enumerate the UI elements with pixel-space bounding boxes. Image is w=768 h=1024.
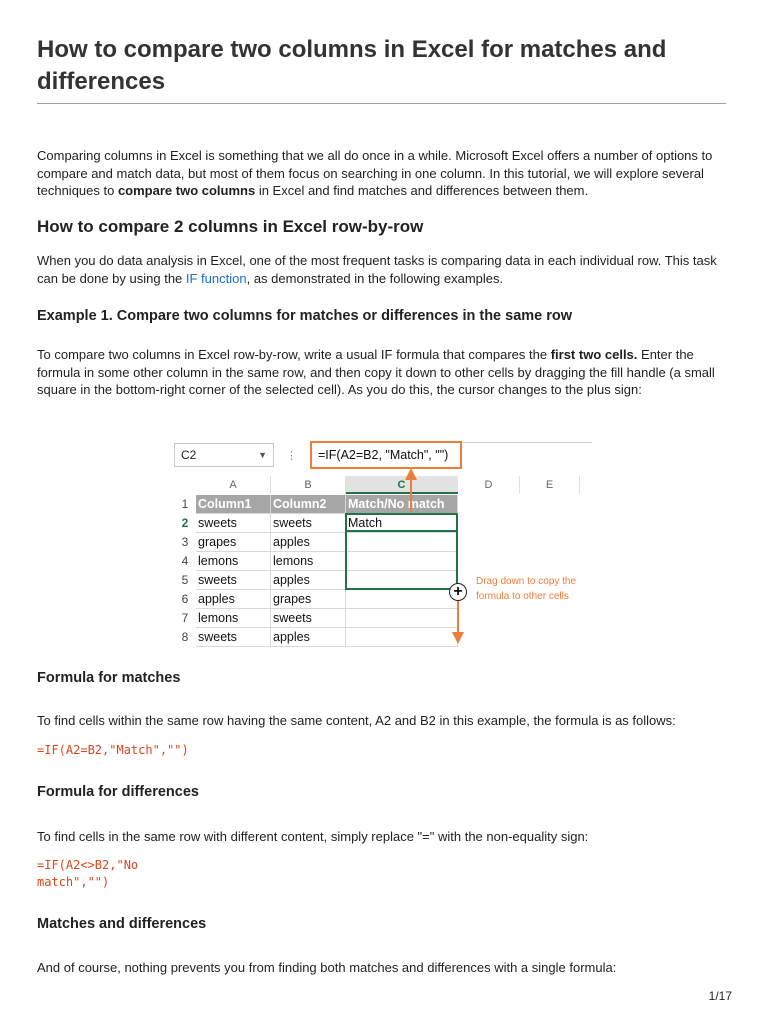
page-title: How to compare two columns in Excel for matches and differences: [37, 36, 667, 95]
plus-cursor-icon: +: [449, 583, 467, 601]
row-header: 3: [181, 535, 189, 549]
row-header: 6: [181, 592, 189, 606]
drag-annotation-line2: formula to other cells: [476, 591, 569, 602]
dropdown-arrow-icon: ▼: [258, 450, 267, 460]
page-number: 1/17: [708, 989, 732, 1003]
formula-bar-separator: ⋮: [286, 450, 298, 462]
differences-paragraph: To find cells in the same row with different content, simply replace "=" with the non-equality sign:: [37, 829, 589, 844]
cell-a3: grapes: [196, 533, 271, 552]
matches-heading: Formula for matches: [37, 670, 181, 686]
example1-text-start: To compare two columns in Excel row-by-row, write a usual IF formula that compares the: [37, 347, 551, 362]
cell-b3: apples: [271, 533, 346, 552]
differences-code-line1: =IF(A2<>B2,"No: [37, 858, 139, 872]
example1-text-end: Enter the formula in some other column in the same row, and then copy it down to other cells by dragging the fill handle (a small square in the bottom-right corner of the selected cell). As you do this, the cursor changes to the plus sign:: [37, 347, 715, 397]
cell-b2: sweets: [271, 514, 346, 533]
formula-bar: =IF(A2=B2, "Match", ""): [310, 441, 462, 469]
intro-text-end: in Excel and find matches and differences between them.: [255, 183, 589, 198]
excel-screenshot: [174, 440, 594, 648]
both-paragraph: And of course, nothing prevents you from finding both matches and differences with a single formula:: [37, 960, 617, 975]
cell-b8: apples: [271, 628, 346, 647]
cell-a1: Column1: [196, 495, 271, 514]
differences-code-line2: match",""): [37, 875, 110, 889]
intro-paragraph: [37, 147, 727, 200]
cell-a5: sweets: [196, 571, 271, 590]
column-header-d: D: [458, 476, 520, 494]
cell-a8: sweets: [196, 628, 271, 647]
cell-a7: lemons: [196, 609, 271, 628]
column-header-a: A: [196, 476, 271, 494]
example1-heading: Example 1. Compare two columns for matches or differences in the same row: [37, 308, 573, 324]
cell-b6: grapes: [271, 590, 346, 609]
row-header: 4: [181, 554, 189, 568]
section1-text-start: When you do data analysis in Excel, one of the most frequent tasks is comparing data in each individual row. This task can be done by using the: [37, 253, 717, 286]
row-header: 2: [181, 516, 189, 530]
column-header-e: E: [520, 476, 580, 494]
cell-b7: sweets: [271, 609, 346, 628]
row-header: 1: [181, 497, 189, 511]
cell-a6: apples: [196, 590, 271, 609]
if-function-link[interactable]: IF function: [185, 270, 247, 286]
row-header: 5: [181, 573, 189, 587]
cell-b5: apples: [271, 571, 346, 590]
section-heading-row-by-row: How to compare 2 columns in Excel row-by-row: [37, 217, 424, 236]
column-header-c: C: [346, 476, 458, 494]
cell-b4: lemons: [271, 552, 346, 571]
section1-text-end: , as demonstrated in the following examples.: [246, 270, 504, 286]
example1-bold: first two cells.: [550, 347, 638, 362]
intro-bold: compare two columns: [117, 183, 256, 198]
row-header: 7: [181, 611, 189, 625]
both-heading: Matches and differences: [37, 916, 207, 932]
cell-b1: Column2: [271, 495, 346, 514]
cell-a4: lemons: [196, 552, 271, 571]
cell-c2: Match: [346, 514, 458, 533]
section1-paragraph: [37, 252, 727, 287]
cell-c1: Match/No match: [346, 495, 458, 514]
intro-text-start: Comparing columns in Excel is something that we all do once in a while. Microsoft Excel offers a number of options to compare and match data, but most of them focus on searching in one column. In this tutorial, we will explore several techniques to: [37, 148, 713, 198]
matches-code: =IF(A2=B2,"Match",""): [37, 743, 189, 757]
name-box-value: C2: [181, 448, 197, 462]
annotation-arrows: [174, 440, 594, 648]
title-divider: [37, 103, 726, 104]
differences-heading: Formula for differences: [37, 784, 199, 800]
matches-paragraph: To find cells within the same row having the same content, A2 and B2 in this example, the formula is as follows:: [37, 713, 676, 728]
drag-annotation-line1: Drag down to copy the: [476, 576, 577, 587]
column-header-b: B: [271, 476, 346, 494]
cell-a2: sweets: [196, 514, 271, 533]
row-header: 8: [181, 630, 189, 644]
example1-paragraph: [37, 346, 727, 399]
